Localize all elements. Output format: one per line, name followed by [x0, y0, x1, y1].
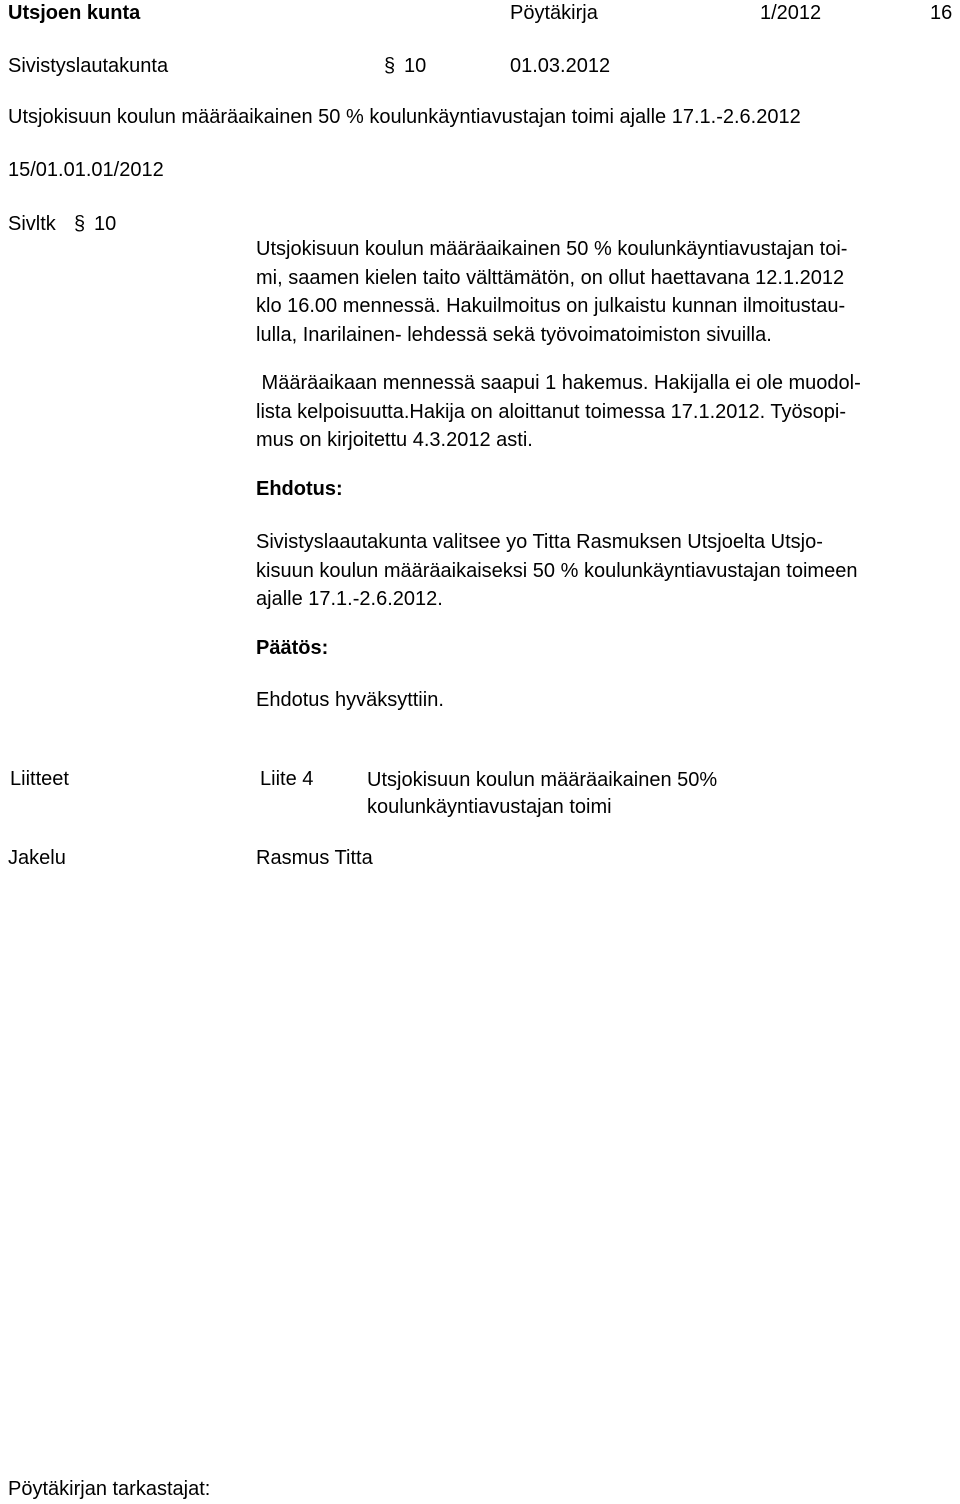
- municipality-name: Utsjoen kunta: [8, 2, 141, 24]
- decision-text: Ehdotus hyväksyttiin.: [256, 689, 444, 711]
- case-label: Sivltk: [8, 213, 56, 235]
- case-section-number: 10: [94, 213, 117, 235]
- paragraph-line: mi, saamen kielen taito välttämätön, on ollut haettavana 12.1.2012: [256, 266, 845, 289]
- paragraph-line: klo 16.00 mennessä. Hakuilmoitus on julkaistu kunnan ilmoitustau-: [256, 295, 846, 317]
- attachment-line: Utsjokisuun koulun määräaikainen 50%: [367, 769, 718, 791]
- paragraph-line: kisuun koulun määräaikaiseksi 50 % koulunkäyntiavustajan toimeen: [256, 559, 858, 582]
- case-section-symbol: §: [74, 213, 86, 235]
- attachment-line: koulunkäyntiavustajan toimi: [367, 796, 612, 818]
- case-reference: 15/01.01.01/2012: [8, 159, 164, 181]
- case-paragraph-1: [256, 235, 956, 349]
- case-title: Utsjokisuun koulun määräaikainen 50 % koulunkäyntiavustajan toimi ajalle 17.1.-2.6.2012: [8, 106, 801, 128]
- attachment-description: [367, 767, 717, 821]
- page-number: 16: [930, 2, 953, 24]
- paragraph-line: Utsjokisuun koulun määräaikainen 50 % koulunkäyntiavustajan toi-: [256, 238, 848, 260]
- attachment-id: Liite 4: [260, 768, 314, 790]
- meeting-date: 01.03.2012: [510, 55, 611, 77]
- reviewers-label: Pöytäkirjan tarkastajat:: [8, 1478, 211, 1500]
- paragraph-line: ajalle 17.1.-2.6.2012.: [256, 588, 443, 610]
- paragraph-line: lulla, Inarilainen- lehdessä sekä työvoimatoimiston sivuilla.: [256, 323, 772, 346]
- paragraph-line: mus on kirjoitettu 4.3.2012 asti.: [256, 429, 533, 451]
- case-paragraph-2: [256, 369, 956, 455]
- section-number: 10: [404, 55, 427, 77]
- distribution-label: Jakelu: [8, 847, 66, 869]
- document-number: 1/2012: [760, 2, 822, 24]
- proposal-heading: Ehdotus:: [256, 478, 343, 500]
- distribution-recipient: Rasmus Titta: [256, 847, 373, 869]
- attachments-label: Liitteet: [10, 768, 69, 790]
- section-symbol: §: [384, 55, 396, 77]
- paragraph-line: Sivistyslaautakunta valitsee yo Titta Rasmuksen Utsjoelta Utsjo-: [256, 531, 823, 553]
- proposal-text: [256, 528, 956, 614]
- decision-heading: Päätös:: [256, 637, 329, 659]
- board-name: Sivistyslautakunta: [8, 55, 169, 77]
- paragraph-line: lista kelpoisuutta.Hakija on aloittanut toimessa 17.1.2012. Työsopi-: [256, 400, 846, 423]
- document-type: Pöytäkirja: [510, 2, 598, 24]
- paragraph-line: Määräaikaan mennessä saapui 1 hakemus. Hakijalla ei ole muodol-: [256, 372, 861, 394]
